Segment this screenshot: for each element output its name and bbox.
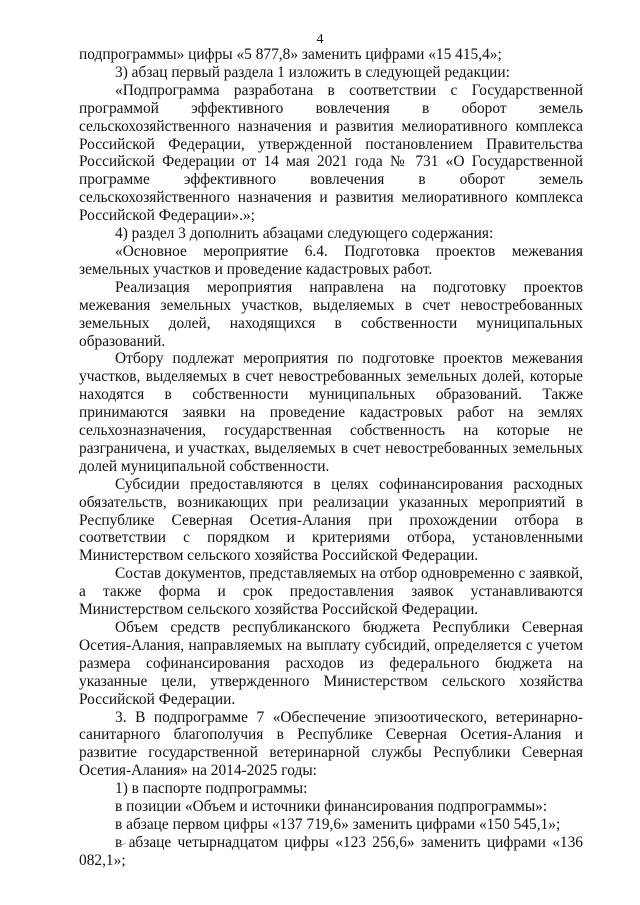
paragraph-position: в позиции «Объем и источники финансирования подпрограммы»: [115,798,548,816]
document-body [79,46,583,870]
paragraph-continuation: подпрограммы» цифры «5 877,8» заменить цифрами «15 415,4»; [79,46,502,63]
paragraph-documents: Состав документов, представляемых на отбор одновременно с заявкой, а также форма и срок предоставления заявок устанавливаются Министерством сельского хозяйства Российской Федерации. [79,565,583,619]
paragraph-first-abzac: в абзаце первом цифры «137 719,6» заменить цифрами «150 545,1»; [115,815,561,833]
paragraph-item-4: 4) раздел 3 дополнить абзацами следующего содержания: [115,225,494,243]
paragraph-budget: Объем средств республиканского бюджета Республики Северная Осетия-Алания, направляемых на выплату субсидий, определяется с учетом размера софинансирования расходов из федерального бюджета на указанные цели, утвержденного Министерством сельского хозяйства Российской Федерации. [79,619,583,708]
paragraph-implementation: Реализация мероприятия направлена на подготовку проектов межевания земельных участков, выделяемых в счет невостребованных земельных долей, находящихся в собственности муниципальных образований. [79,278,583,350]
page-number: 4 [316,32,324,47]
paragraph-subprogram-7: 3. В подпрограмме 7 «Обеспечение эпизоотического, ветеринарно-санитарного благополучия в Республике Северная Осетия-Алания и развитие государственной ветеринарной службы Республики Северная Осетия-Алания» на 2014-2025 годы: [79,708,583,780]
paragraph-item-3: 3) абзац первый раздела 1 изложить в следующей редакции: [115,63,510,81]
paragraph-selection: Отбору подлежат мероприятия по подготовке проектов межевания участков, выделяемых в счет невостребованных земельных долей, которые находятся в собственности муниципальных образований. Также принимаются заявки на проведение кадастровых работ на землях сельхозназначения, государственная собственность на которые не разграничена, и участках, выделяемых в счет невостребованных земельных долей муниципальной собственности. [79,350,583,475]
stray-pen-mark [118,836,144,857]
paragraph-main-measure: «Основное мероприятие 6.4. Подготовка проектов межевания земельных участков и проведение кадастровых работ. [79,242,583,278]
paragraph-subsidies: Субсидии предоставляются в целях софинансирования расходных обязательств, возникающих при реализации указанных мероприятий в Республике Северная Осетия-Алания при прохождении отбора в соответствии с порядком и критериями отбора, установленными Министерством сельского хозяйства Российской Федерации. [79,475,583,565]
paragraph-fourteenth-abzac: в абзаце четырнадцатом цифры «123 256,6» заменить цифрами «136 082,1»; [79,833,583,869]
paragraph-quote-subprogram: «Подпрограмма разработана в соответствии с Государственной программой эффективного вовлечения в оборот земель сельскохозяйственного назначения и развития мелиоративного комплекса Российской Федерации, утвержденной постановлением Правительства Российской Федерации от 14 мая 2021 года № 731 «О Государственной программе эффективного вовлечения в оборот земель сельскохозяйственного назначения и развития мелиоративного комплекса Российской Федерации».»; [79,81,583,225]
paragraph-passport: 1) в паспорте подпрограммы: [115,780,308,798]
